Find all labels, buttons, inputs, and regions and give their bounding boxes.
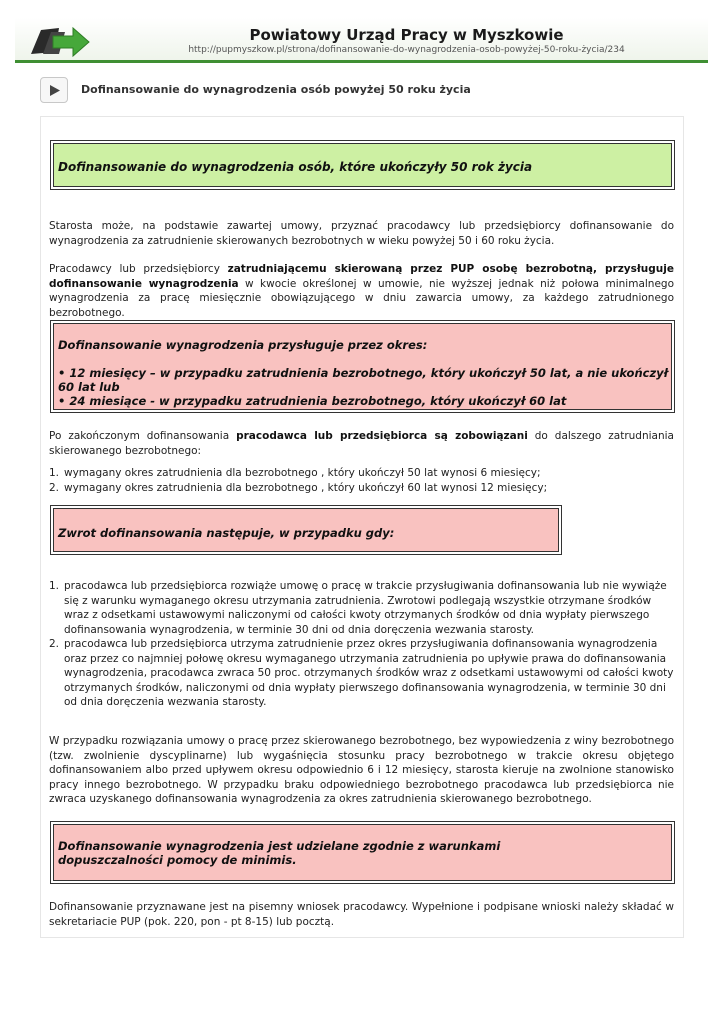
list-item — [49, 579, 674, 637]
list-item — [49, 466, 674, 481]
section-box-period-body — [53, 323, 672, 410]
paragraph-obligation — [49, 429, 674, 458]
list-item-text: pracodawca lub przedsiębiorca rozwiąże umowę o pracę w trakcie przysługiwania dofinansowania lub nie wywiąże się z warunku wymaganego okresu utrzymania zatrudnienia. Zwrotowi podlegają wszystkie otrzymane środków wraz z odsetkami ustawowymi naliczonymi od całości kwoty otrzymanych środków od dnia wypłaty pierwszego dofinansowania wynagrodzenia, w terminie 30 dni od dnia doręczenia wezwania starosty. — [64, 580, 667, 636]
list-item-text: wymagany okres zatrudnienia dla bezrobotnego , który ukończył 50 lat wynosi 6 miesięcy; — [64, 467, 541, 479]
section-box-refund — [50, 505, 562, 555]
de-minimis-line-1: Dofinansowanie wynagrodzenia jest udzielane zgodnie z warunkami — [58, 839, 501, 853]
paragraph-employer-a: Pracodawcy lub przedsiębiorcy — [49, 263, 228, 275]
paragraph-employer — [49, 262, 674, 320]
list-number: 2. — [49, 481, 60, 494]
site-title: Powiatowy Urząd Pracy w Myszkowie — [249, 26, 564, 44]
section-box-refund-text: Zwrot dofinansowania następuje, w przypadku gdy: — [53, 508, 559, 552]
paragraph-obligation-c: do dalszego zatrudniania skierowanego bezrobotnego: — [49, 430, 674, 457]
list-item — [49, 481, 674, 496]
site-header — [15, 18, 708, 62]
period-line-24: • 24 miesiące - w przypadku zatrudnienia bezrobotnego, który ukończył 60 lat — [58, 394, 567, 408]
list-item — [49, 637, 674, 710]
paragraph-employer-c: w kwocie określonej w umowie, nie wyższej jednak niż połowa minimalnego wynagrodzenia za pracę miesięcznie obowiązującego w dniu zawarcia umowy, za każdego zatrudnionego bezrobotnego. — [49, 277, 674, 319]
paragraph-termination: W przypadku rozwiązania umowy o pracę przez skierowanego bezrobotnego, bez wypowiedzenia z winy bezrobotnego (tzw. zwolnienie dyscyplinarne) lub wygaśnięcia stosunku pracy bezrobotnego w trakcie okresu objętego dofinansowaniem albo przed upływem okresu odpowiednio 6 i 12 miesięcy, starosta kieruje na zwolnione stanowisko pracy innego bezrobotnego. W przypadku braku odpowiedniego bezrobotnego pracodawca lub przedsiębiorca nie zwraca uzyskanego dofinansowania wynagrodzenia za okres zatrudnienia skierowanego bezrobotnego. — [49, 735, 674, 805]
play-arrow-button[interactable] — [40, 77, 68, 103]
list-number: 2. — [49, 638, 60, 650]
play-icon — [49, 85, 60, 96]
period-title: Dofinansowanie wynagrodzenia przysługuje przez okres: — [58, 338, 428, 352]
paragraph-application: Dofinansowanie przyznawane jest na pisemny wniosek pracodawcy. Wypełnione i podpisane wnioski należy składać w sekretariacie PUP (pok. 220, pon - pt 8-15) lub pocztą. — [49, 901, 674, 928]
section-box-title — [50, 140, 675, 190]
period-line-12: • 12 miesięcy – w przypadku zatrudnienia bezrobotnego, który ukończył 50 lat, a nie ukończył 60 lat lub — [58, 366, 668, 394]
logo-arrow-icon[interactable] — [29, 24, 91, 60]
paragraph-employer-bold: zatrudniającemu skierowaną przez PUP osobę bezrobotną, przysługuje dofinansowanie wynagrodzenia — [49, 263, 674, 290]
section-box-de-minimis-body — [53, 824, 672, 881]
paragraph-obligation-bold: pracodawca lub przedsiębiorca są zobowiązani — [236, 430, 528, 442]
obligation-list — [49, 466, 674, 495]
paragraph-obligation-a: Po zakończonym dofinansowania — [49, 430, 237, 442]
section-box-title-text: Dofinansowanie do wynagrodzenia osób, które ukończyły 50 rok życia — [53, 143, 672, 187]
section-box-de-minimis — [50, 821, 675, 884]
list-item-text: pracodawca lub przedsiębiorca utrzyma zatrudnienie przez okres przysługiwania dofinansowania wynagrodzenia oraz przez co najmniej połowę okresu wymaganego utrzymania zatrudnienia po upływie prawa do dofinansowania wynagrodzenia, pracodawca zwraca 50 proc. otrzymanych środków wraz z odsetkami ustawowymi od całości kwoty otrzymanych środków, naliczonymi od dnia wypłaty pierwszego dofinansowania wynagrodzenia, w terminie 30 dni od dnia doręczenia wezwania starosty. — [64, 638, 674, 708]
list-number: 1. — [49, 580, 60, 592]
section-box-period — [50, 320, 675, 413]
paragraph-intro: Starosta może, na podstawie zawartej umowy, przyznać pracodawcy lub przedsiębiorcy dofinansowanie do wynagrodzenia za zatrudnienie skierowanych bezrobotnych w wieku powyżej 50 i 60 roku życia. — [49, 220, 674, 247]
page-heading: Dofinansowanie do wynagrodzenia osób powyżej 50 roku życia — [81, 83, 471, 96]
list-item-text: wymagany okres zatrudnienia dla bezrobotnego , który ukończył 60 lat wynosi 12 miesięcy; — [64, 481, 548, 494]
period-spacer — [58, 352, 671, 366]
refund-list — [49, 579, 674, 710]
de-minimis-line-2: dopuszczalności pomocy de minimis. — [58, 853, 297, 867]
list-number: 1. — [49, 467, 60, 479]
page-url[interactable]: http://pupmyszkow.pl/strona/dofinansowanie-do-wynagrodzenia-osob-powyżej-50-roku-życia/234 — [188, 45, 625, 55]
header-divider — [15, 60, 708, 63]
